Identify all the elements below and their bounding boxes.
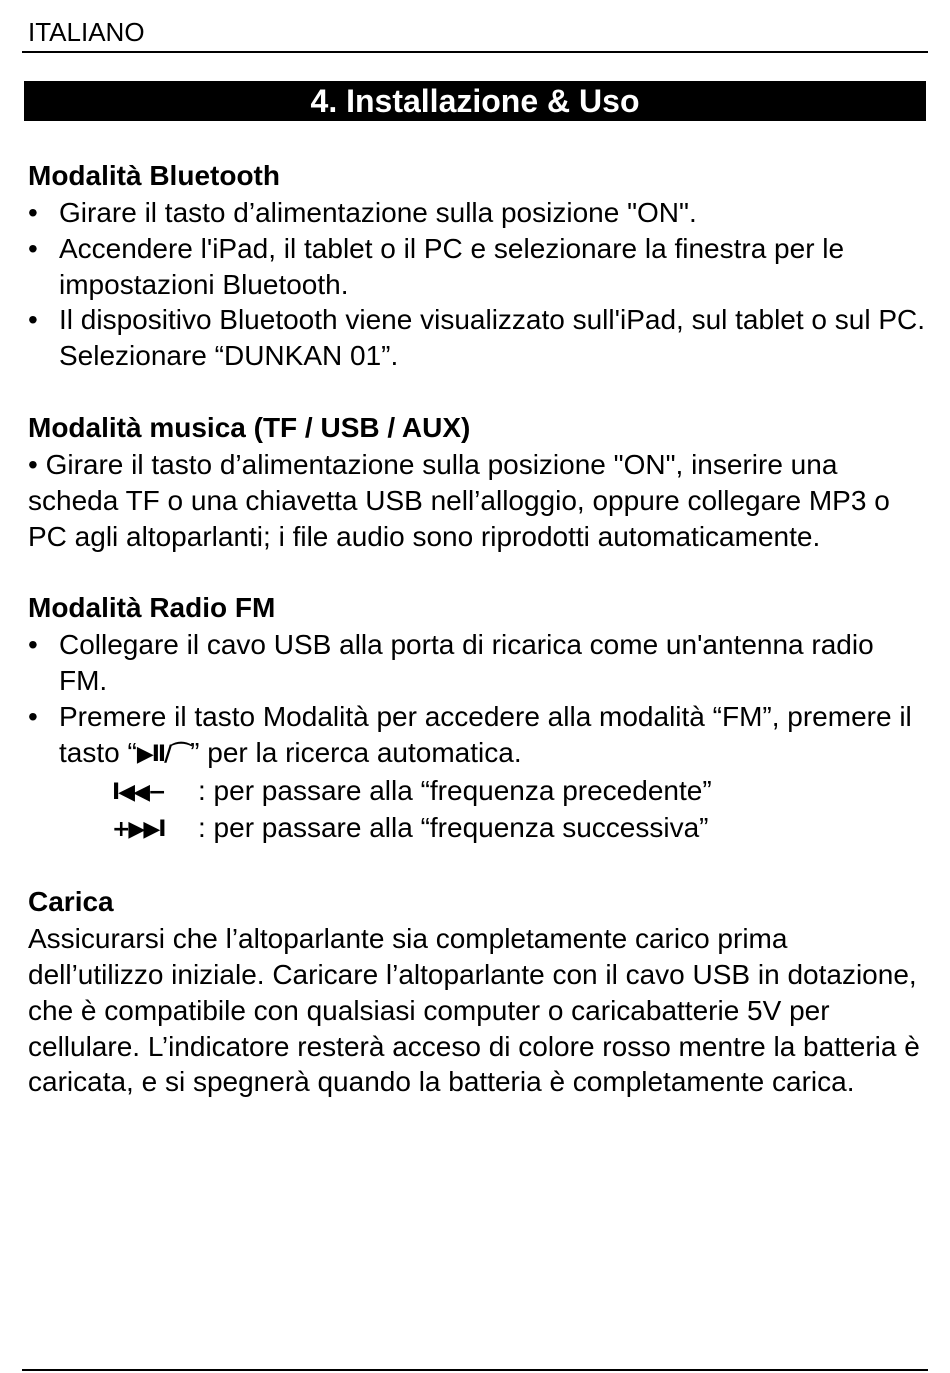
- music-heading: Modalità musica (TF / USB / AUX): [28, 411, 471, 443]
- list-item: • Accendere l'iPad, il tablet o il PC e selezionare la finestra per le impostazioni Bluetooth.: [28, 231, 928, 303]
- next-icon: +▶▶I: [112, 817, 165, 843]
- list-item: • Collegare il cavo USB alla porta di ricarica come un'antenna radio FM.: [28, 627, 928, 699]
- section-title: 4. Installazione & Uso: [24, 81, 926, 121]
- radio-item2-suffix: ” per la ricerca automatica.: [190, 736, 522, 768]
- prev-frequency-text: : per passare alla “frequenza precedente”: [198, 774, 712, 806]
- prev-frequency-line: [28, 773, 928, 811]
- footer-rule: [22, 1369, 928, 1371]
- radio-heading: Modalità Radio FM: [28, 592, 276, 624]
- previous-icon: I◀◀−: [112, 779, 165, 805]
- radio-item2-text: Premere il tasto Modalità per accedere alla modalità “FM”, premere il tasto “: [59, 700, 912, 768]
- next-frequency-text: : per passare alla “frequenza successiva”: [198, 812, 709, 844]
- list-item: • Girare il tasto d’alimentazione sulla posizione "ON".: [28, 195, 928, 231]
- header-rule: [22, 51, 928, 53]
- list-item: [28, 699, 928, 773]
- bluetooth-list: [28, 195, 928, 374]
- charge-heading: Carica: [28, 886, 114, 918]
- music-text: • Girare il tasto d’alimentazione sulla posizione "ON", inserire una scheda TF o una chiavetta USB nell’alloggio, oppure collegare MP3 o PC agli altoparlanti; i file audio sono riprodotti automaticamente.: [28, 448, 890, 552]
- charge-text: Assicurarsi che l’altoparlante sia completamente carico prima dell’utilizzo iniziale. Caricare l’altoparlante con il cavo USB in dotazione, che è compatibile con qualsiasi computer o caricabatterie 5V per cellulare. L’indicatore resterà acceso di colore rosso mentre la batteria è caricata, e si spegnerà quando la batteria è completamente carica.: [28, 923, 920, 1098]
- manual-content: [28, 157, 928, 1100]
- play-pause-icon: ▶II/⌒: [136, 741, 191, 767]
- next-frequency-line: [28, 810, 928, 848]
- list-item: • Il dispositivo Bluetooth viene visualizzato sull'iPad, sul tablet o sul PC. Selezionare “DUNKAN 01”.: [28, 302, 928, 374]
- bluetooth-heading: Modalità Bluetooth: [28, 160, 280, 191]
- radio-list: [28, 627, 928, 772]
- language-label: ITALIANO: [28, 17, 145, 47]
